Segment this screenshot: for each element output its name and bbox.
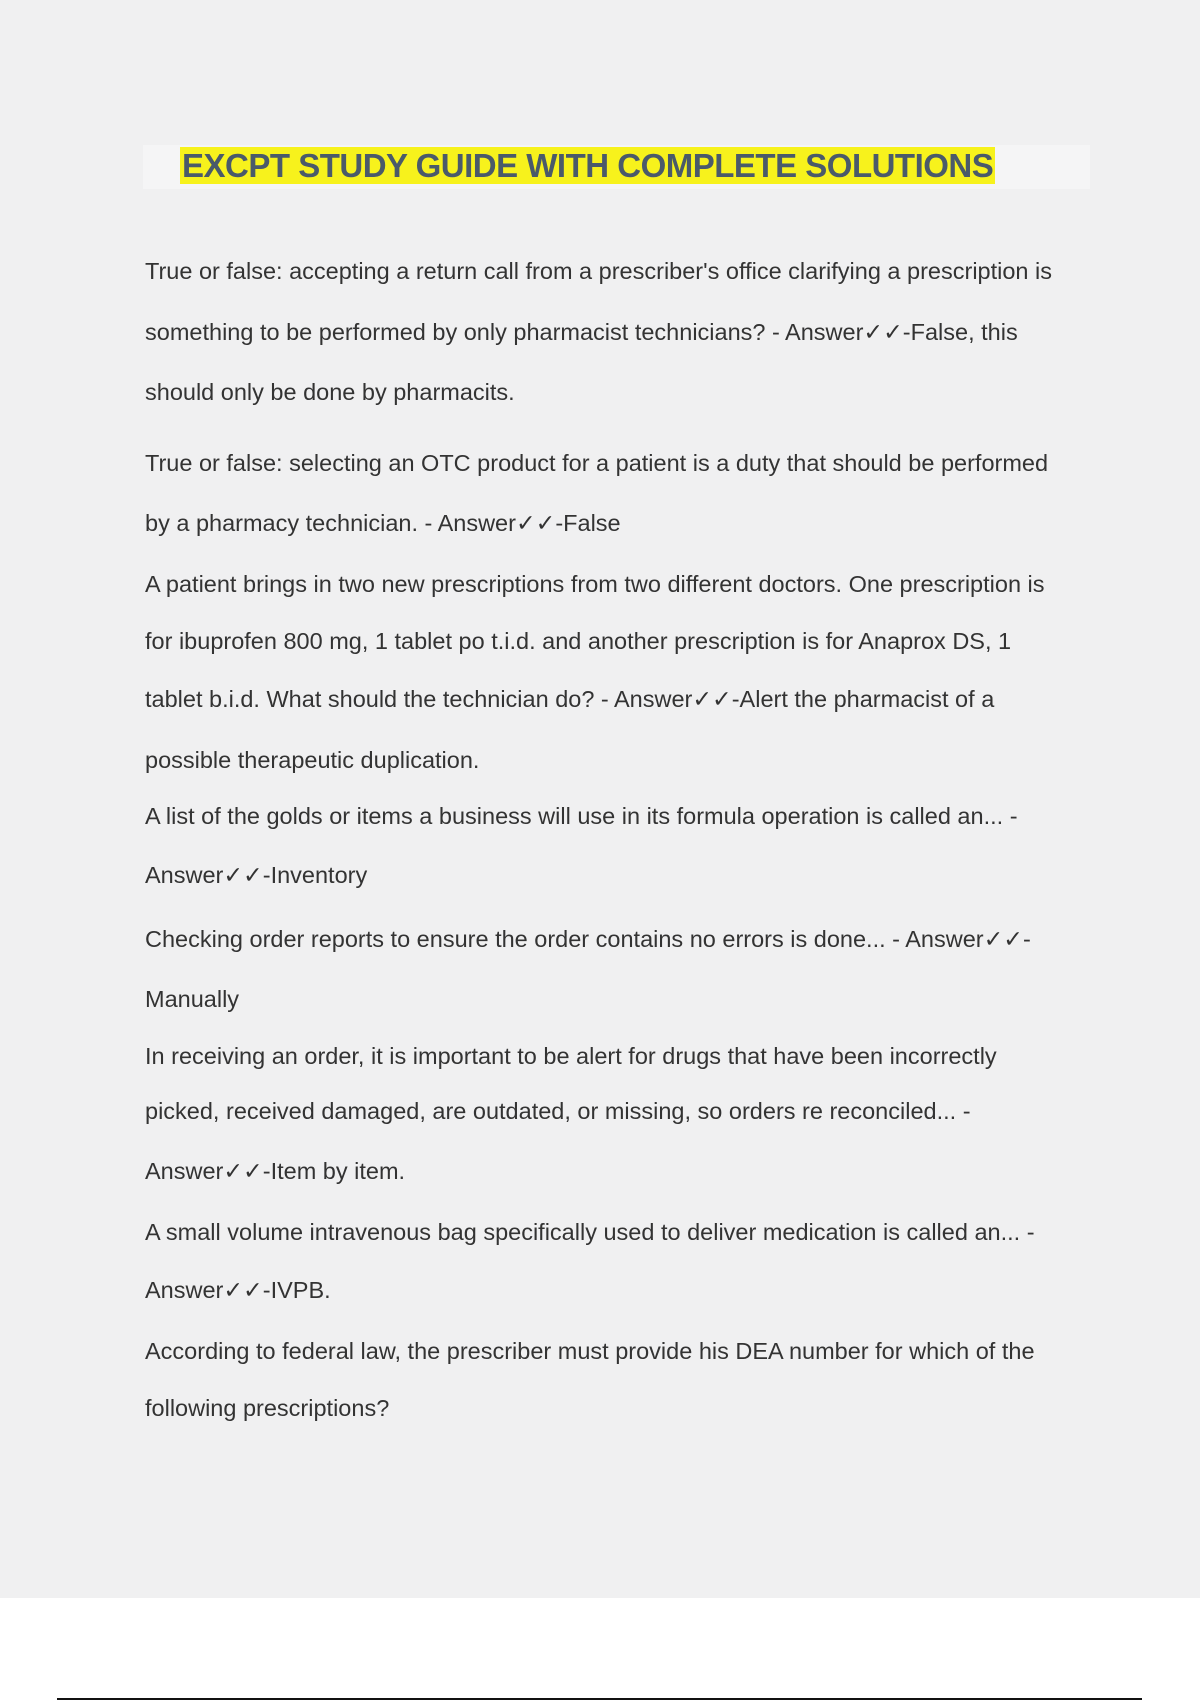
- document-title: [180, 144, 995, 188]
- text-line: Manually: [145, 986, 240, 1012]
- text-line: In receiving an order, it is important to be alert for drugs that have been incorrectly: [145, 1043, 997, 1069]
- text-line: Checking order reports to ensure the order contains no errors is done... - Answer✓✓-: [145, 926, 1031, 952]
- document-title-text: EXCPT STUDY GUIDE WITH COMPLETE SOLUTIONS: [182, 147, 994, 184]
- text-line: should only be done by pharmacits.: [145, 379, 515, 405]
- text-line: A patient brings in two new prescriptions from two different doctors. One prescription is: [145, 571, 1045, 597]
- text-line: True or false: selecting an OTC product for a patient is a duty that should be performed: [145, 450, 1049, 476]
- text-line: A small volume intravenous bag specifically used to deliver medication is called an... -: [145, 1219, 1035, 1245]
- text-line: following prescriptions?: [145, 1395, 390, 1421]
- text-line: picked, received damaged, are outdated, or missing, so orders re reconciled... -: [145, 1098, 971, 1124]
- text-line: Answer✓✓-Item by item.: [145, 1158, 406, 1184]
- text-line: possible therapeutic duplication.: [145, 747, 480, 773]
- text-line: True or false: accepting a return call from a prescriber's office clarifying a prescription is: [145, 258, 1052, 284]
- text-line: something to be performed by only pharmacist technicians? - Answer✓✓-False, this: [145, 319, 1018, 345]
- text-line: for ibuprofen 800 mg, 1 tablet po t.i.d. and another prescription is for Anaprox DS, 1: [145, 628, 1012, 654]
- text-line: A list of the golds or items a business will use in its formula operation is called an... -: [145, 803, 1018, 829]
- text-line: tablet b.i.d. What should the technician do? - Answer✓✓-Alert the pharmacist of a: [145, 686, 995, 712]
- text-line: According to federal law, the prescriber must provide his DEA number for which of the: [145, 1338, 1035, 1364]
- text-line: Answer✓✓-Inventory: [145, 862, 368, 888]
- text-line: Answer✓✓-IVPB.: [145, 1277, 331, 1303]
- text-line: by a pharmacy technician. - Answer✓✓-False: [145, 510, 621, 536]
